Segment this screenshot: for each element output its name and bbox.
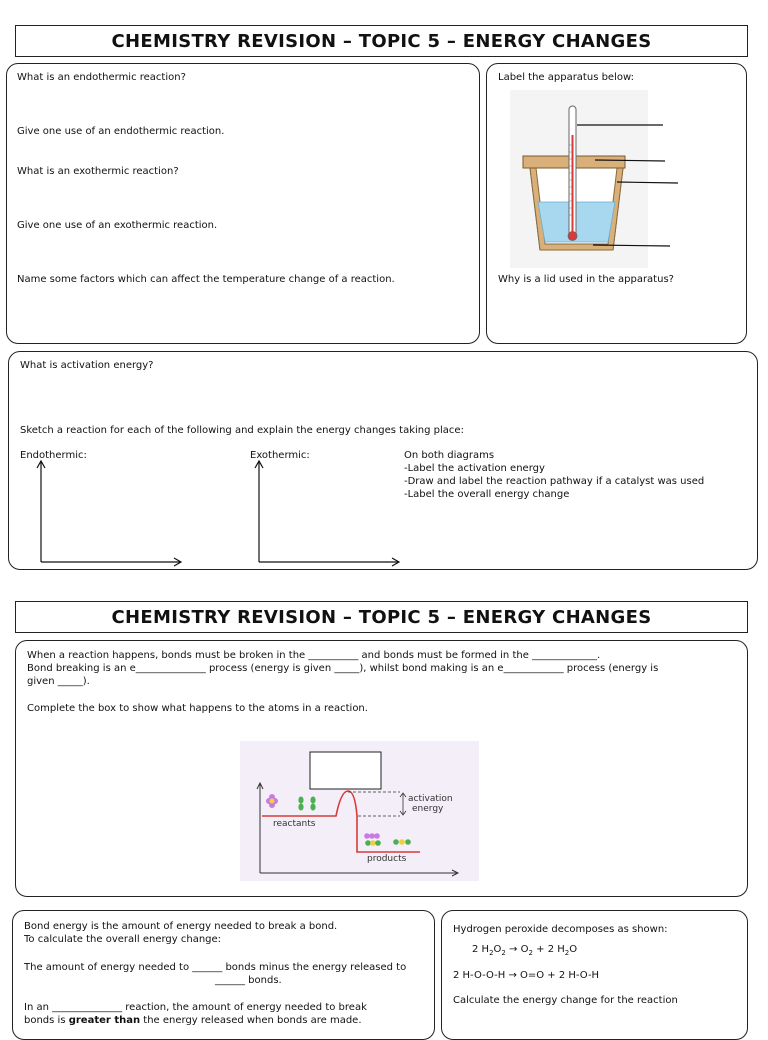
q-endothermic: What is an endothermic reaction? [17,72,186,83]
label-products: products [367,854,407,864]
peroxide-calc-prompt: Calculate the energy change for the reaction [453,995,678,1006]
q-exothermic: What is an exothermic reaction? [17,166,179,177]
bond-energy-line6 [24,1014,362,1027]
bond-energy-line6-pre: bonds is [24,1015,69,1026]
bond-energy-line2: To calculate the overall energy change: [24,934,222,945]
q-endothermic-use: Give one use of an endothermic reaction. [17,126,225,137]
reactant-molecules [266,794,316,811]
bond-energy-line3: The amount of energy needed to ______ bonds minus the energy released to [24,962,407,973]
q-factors: Name some factors which can affect the temperature change of a reaction. [17,274,395,285]
page-title-text: CHEMISTRY REVISION – TOPIC 5 – ENERGY CHANGES [111,606,652,628]
diagram-note-2: -Draw and label the reaction pathway if a catalyst was used [404,476,705,487]
page-title-1 [15,25,748,57]
endothermic-label: Endothermic: [20,450,87,461]
page-title-text: CHEMISTRY REVISION – TOPIC 5 – ENERGY CHANGES [111,30,652,52]
diagram-note-3: -Label the overall energy change [404,489,570,500]
q-exothermic-use: Give one use of an exothermic reaction. [17,220,218,231]
diagram-note-0: On both diagrams [404,450,495,461]
peroxide-equation-1: 2 $H_2O_2 \to O_2 + 2$ $H_2O$ [472,944,578,957]
exothermic-axes [252,458,404,568]
page-title-2 [15,601,748,633]
label-reactants: reactants [273,819,316,829]
diagram-note-1: -Label the activation energy [404,463,545,474]
bonds-para-line1: When a reaction happens, bonds must be broken in the __________ and bonds must be formed in the _____________. [27,650,601,661]
q-activation-energy: What is activation energy? [20,360,154,371]
bond-energy-line1: Bond energy is the amount of energy needed to break a bond. [24,921,338,932]
bonds-para-line2: Bond breaking is an e______________ process (energy is given _____), whilst bond making is an e____________ process (energy is [27,663,659,674]
product-molecules [364,833,411,846]
apparatus-prompt: Label the apparatus below: [498,72,634,83]
questions-box [6,63,480,344]
bond-energy-line6-post: the energy released when bonds are made. [140,1015,362,1026]
label-energy: energy [412,804,444,814]
peroxide-equation-2: 2 H-O-O-H → O=O + 2 H-O-H [453,970,600,981]
sketch-prompt: Sketch a reaction for each of the following and explain the energy changes taking place: [20,425,464,436]
greater-than-emphasis: greater than [68,1015,141,1026]
label-activation: activation [408,794,453,804]
peroxide-intro: Hydrogen peroxide decomposes as shown: [453,924,668,935]
calorimeter-illustration [505,90,675,270]
endothermic-axes [34,458,186,568]
exothermic-label: Exothermic: [250,450,310,461]
bonds-para-line3: given _____). [27,676,90,687]
complete-box-prompt: Complete the box to show what happens to the atoms in a reaction. [27,703,368,714]
bond-energy-line5: In an ______________ reaction, the amount of energy needed to break [24,1002,367,1013]
q-lid: Why is a lid used in the apparatus? [498,274,674,285]
bond-energy-line4: ______ bonds. [215,975,282,986]
